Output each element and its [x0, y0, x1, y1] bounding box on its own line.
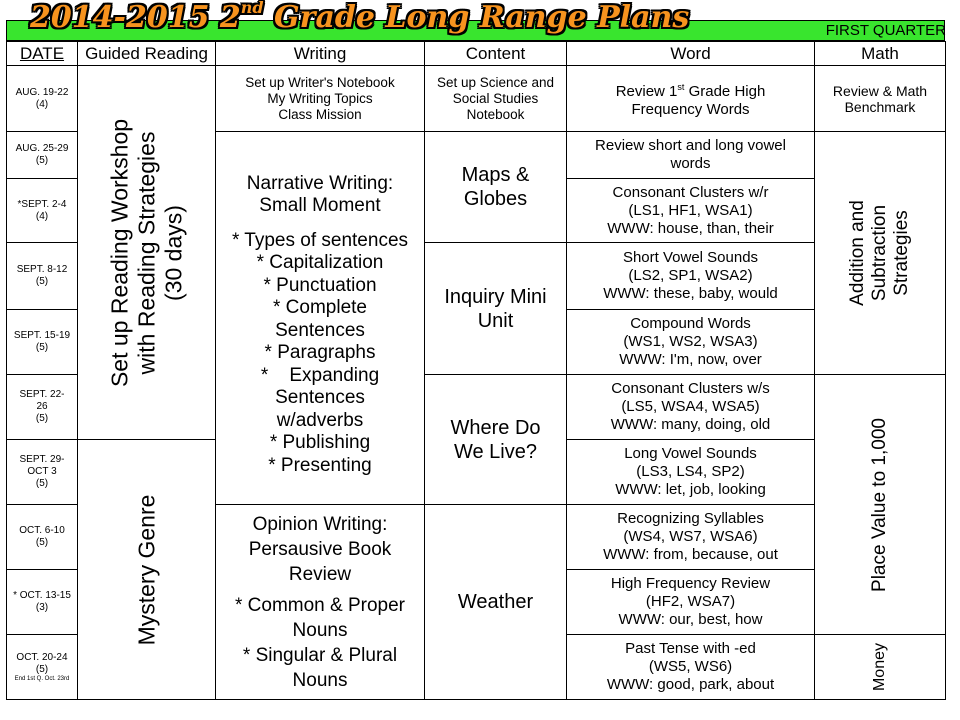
date-cell: OCT. 20-24 (5) End 1st Q. Oct. 23rd [7, 635, 78, 700]
word-cell: Consonant Clusters w/s (LS5, WSA4, WSA5) WWW: many, doing, old [567, 375, 815, 440]
word-cell: Long Vowel Sounds (LS3, LS4, SP2) WWW: let, job, looking [567, 440, 815, 505]
math-place-value: Place Value to 1,000 [815, 375, 946, 635]
content-inquiry: Inquiry Mini Unit [425, 243, 567, 375]
date-cell: SEPT. 29- OCT 3 (5) [7, 440, 78, 505]
long-range-plan-table [6, 41, 946, 700]
guided-reading-block-2: Mystery Genre [78, 440, 216, 700]
word-cell: Short Vowel Sounds (LS2, SP1, WSA2) WWW: these, baby, would [567, 243, 815, 310]
word-cell: Review 1st Grade High Frequency Words [567, 66, 815, 132]
column-header-math: Math [815, 42, 946, 66]
writing-setup: Set up Writer's Notebook My Writing Topics Class Mission [216, 66, 425, 132]
guided-reading-line: (30 days) [160, 204, 186, 301]
page-title: 2014-2015 2nd Grade Long Range Plans [30, 0, 690, 35]
column-header-guided-reading: Guided Reading [78, 42, 216, 66]
word-cell: Recognizing Syllables (WS4, WS7, WSA6) WWW: from, because, out [567, 505, 815, 570]
word-cell: High Frequency Review (HF2, WSA7) WWW: our, best, how [567, 570, 815, 635]
content-maps: Maps & Globes [425, 132, 567, 243]
quarter-label: FIRST QUARTER [825, 22, 946, 39]
content-where-we-live: Where Do We Live? [425, 375, 567, 505]
content-setup: Set up Science and Social Studies Notebook [425, 66, 567, 132]
date-cell: * OCT. 13-15 (3) [7, 570, 78, 635]
table-row [7, 66, 946, 132]
word-cell: Review short and long vowel words [567, 132, 815, 179]
column-header-word: Word [567, 42, 815, 66]
date-cell: AUG. 19-22 (4) [7, 66, 78, 132]
date-cell: SEPT. 22- 26 (5) [7, 375, 78, 440]
date-cell: OCT. 6-10 (5) [7, 505, 78, 570]
column-header-date: DATE [7, 42, 78, 66]
word-cell: Consonant Clusters w/r (LS1, HF1, WSA1) WWW: house, than, their [567, 179, 815, 243]
date-cell: *SEPT. 2-4 (4) [7, 179, 78, 243]
word-cell: Past Tense with -ed (WS5, WS6) WWW: good, park, about [567, 635, 815, 700]
word-cell: Compound Words (WS1, WS2, WSA3) WWW: I'm, now, over [567, 310, 815, 375]
date-cell: SEPT. 15-19 (5) [7, 310, 78, 375]
quarter-end-note: End 1st Q. Oct. 23rd [14, 675, 70, 682]
writing-opinion: Opinion Writing: Persausive Book Review * Common & Proper Nouns * Singular & Plural Nouns [216, 505, 425, 700]
content-weather: Weather [425, 505, 567, 700]
date-cell: AUG. 25-29 (5) [7, 132, 78, 179]
date-cell: SEPT. 8-12 (5) [7, 243, 78, 310]
column-header-writing: Writing [216, 42, 425, 66]
guided-reading-line: Set up Reading Workshop [106, 118, 132, 387]
math-money: Money [815, 635, 946, 700]
header-row [7, 42, 946, 66]
guided-reading-line: with Reading Strategies [133, 131, 159, 374]
column-header-content: Content [425, 42, 567, 66]
math-review: Review & Math Benchmark [815, 66, 946, 132]
math-addition-subtraction: Addition and Subtraction Strategies [815, 132, 946, 375]
guided-reading-block-1 [78, 66, 216, 440]
writing-narrative: Narrative Writing: Small Moment * Types of sentences * Capitalization * Punctuation * Complete Sentences * Paragraphs * Expanding Sentences w/adverbs * Publishing * Presenting [216, 132, 425, 505]
